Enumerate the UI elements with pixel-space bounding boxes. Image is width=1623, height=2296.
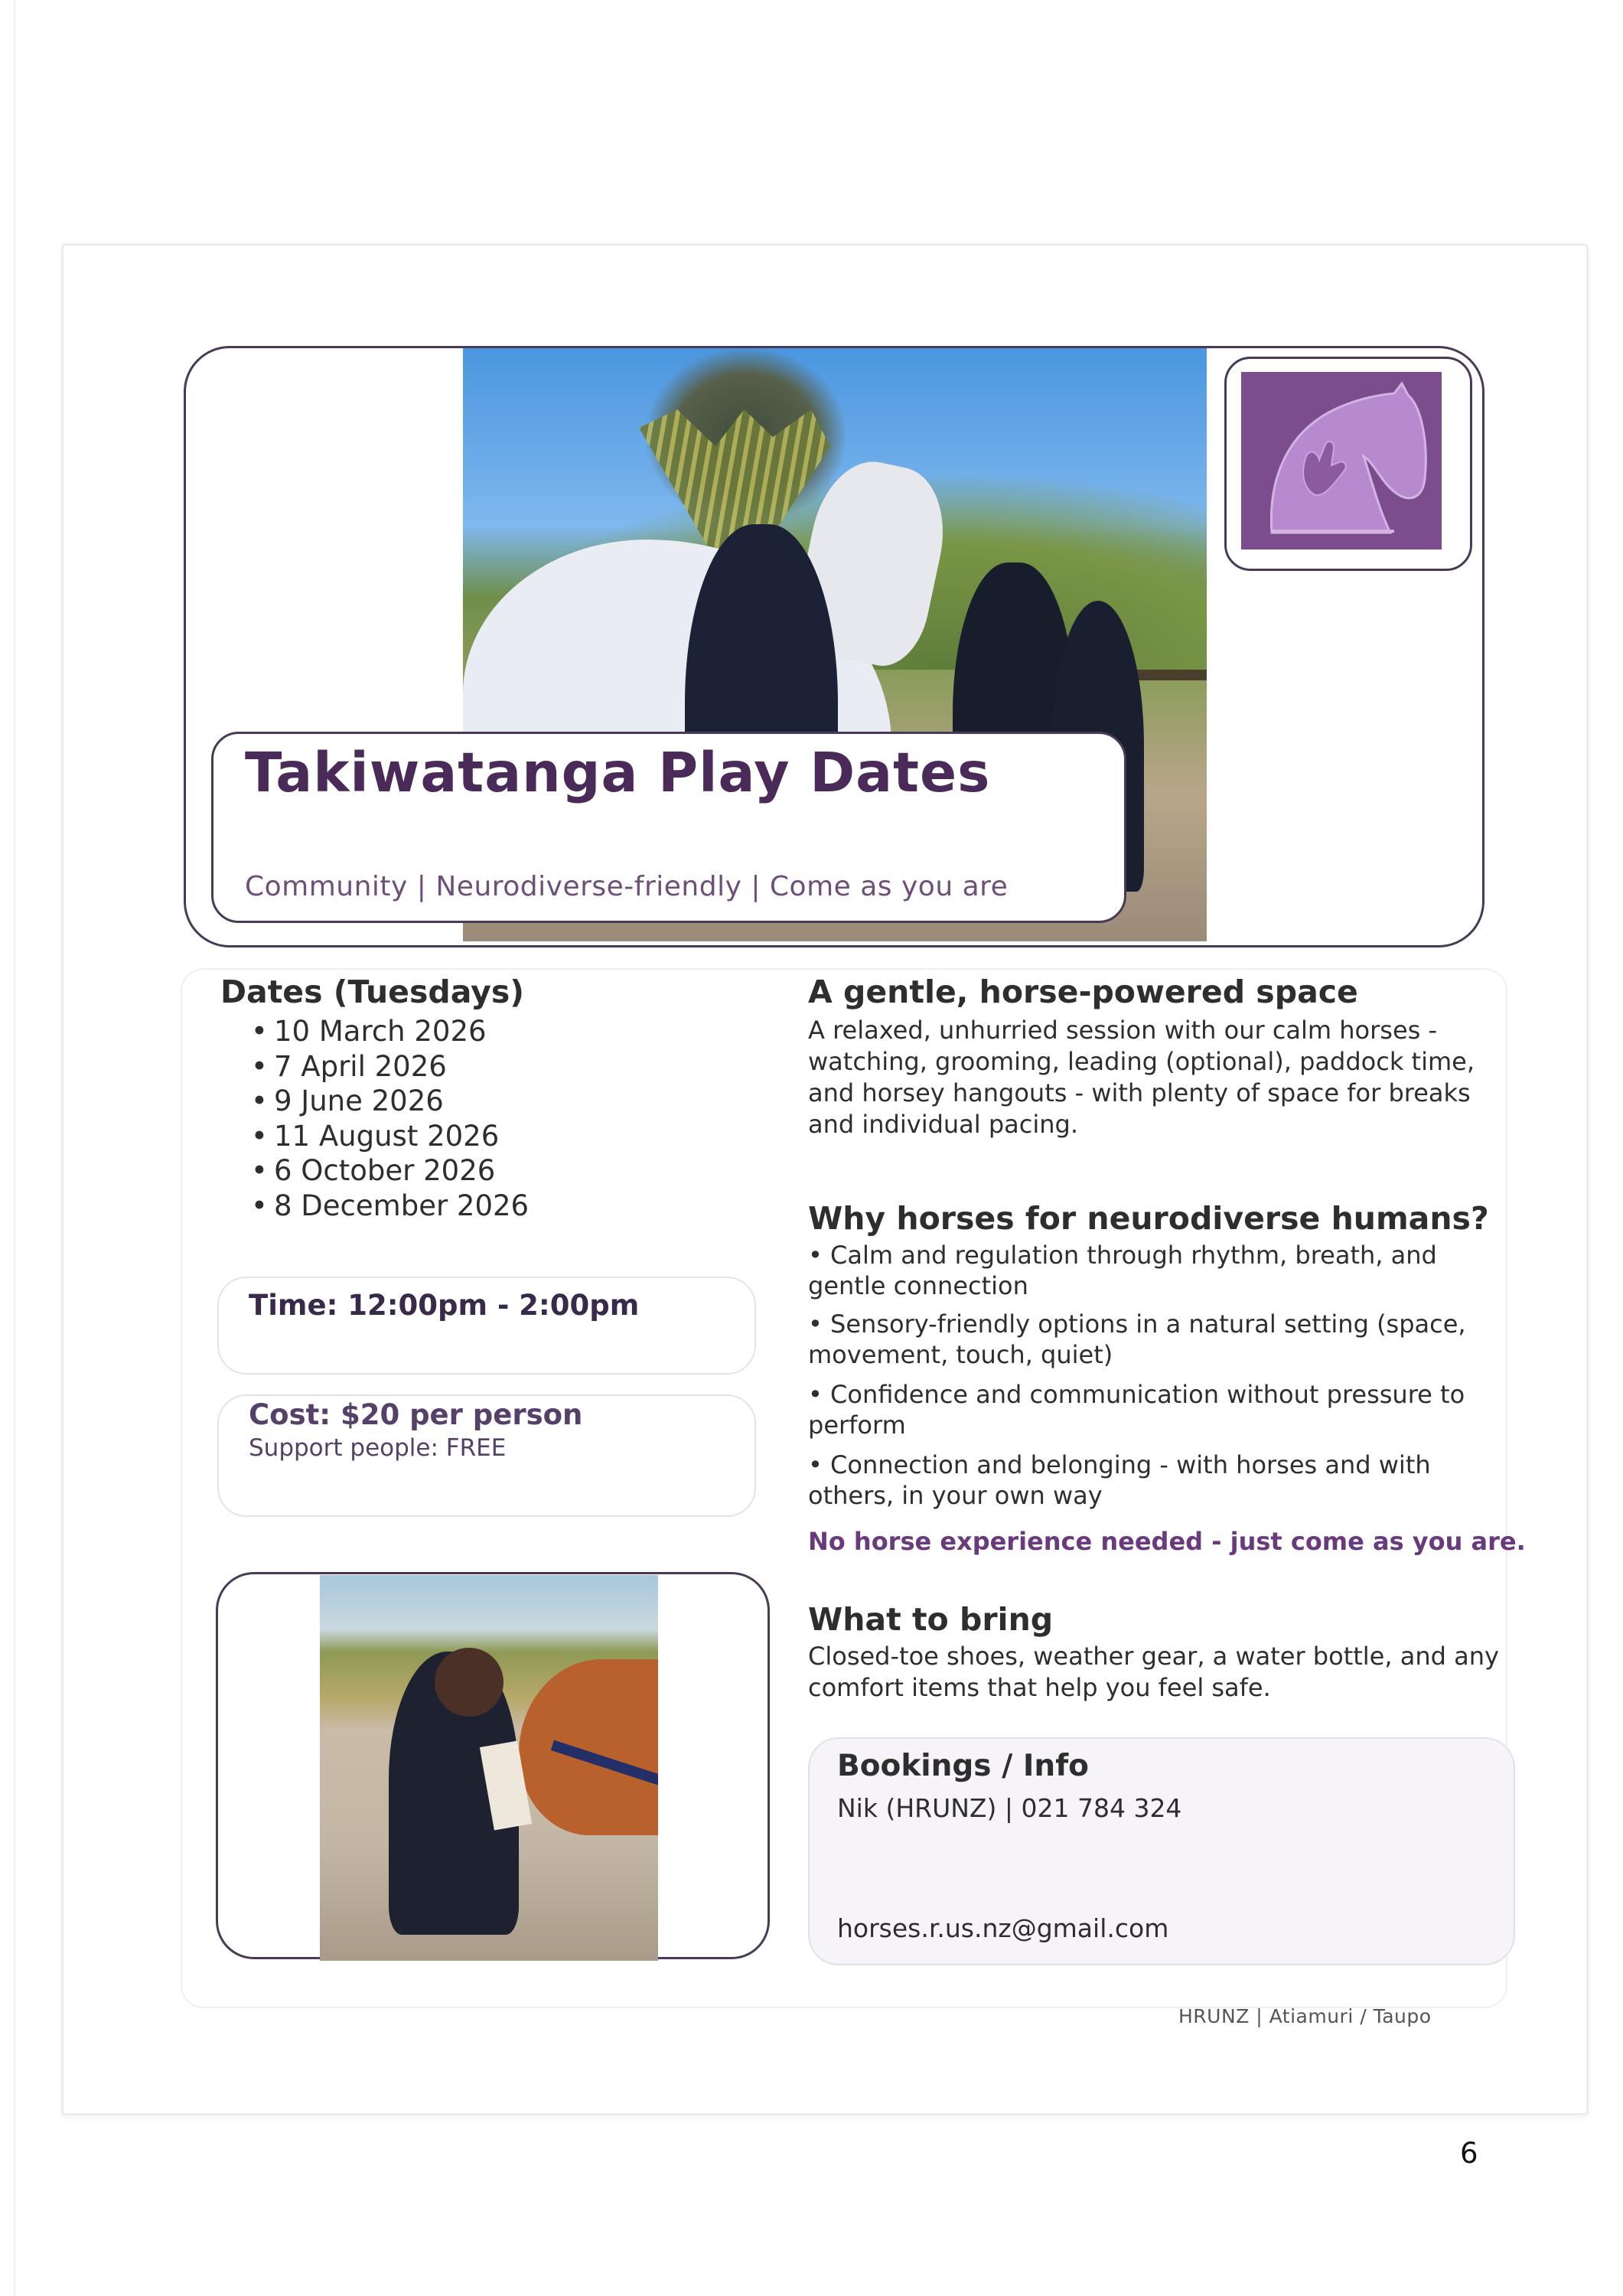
bullet-icon: • — [251, 1049, 268, 1083]
why-item: • Calm and regulation through rhythm, breath, and gentle connection — [808, 1241, 1437, 1300]
date-item: • 8 December 2026 — [251, 1189, 530, 1222]
tagline: Community | Neurodiverse-friendly | Come as you are — [245, 871, 1009, 902]
page-number: 6 — [1460, 2137, 1478, 2170]
footer-org: HRUNZ | Atiamuri / Taupo — [1178, 2005, 1432, 2027]
dates-heading: Dates (Tuesdays) — [220, 974, 525, 1010]
bullet-icon: • — [251, 1084, 268, 1117]
no-experience-note: No horse experience needed - just come as you are. — [808, 1527, 1526, 1556]
why-heading: Why horses for neurodiverse humans? — [808, 1200, 1489, 1237]
date-item: • 9 June 2026 — [251, 1084, 444, 1117]
photo-boy-with-horse — [320, 1575, 658, 1961]
cost-label: Cost: $20 per person — [249, 1398, 583, 1431]
why-item: • Sensory-friendly options in a natural setting (space, movement, touch, quiet) — [808, 1309, 1466, 1369]
time-label: Time: 12:00pm - 2:00pm — [249, 1289, 640, 1322]
bullet-icon: • — [251, 1154, 268, 1187]
bookings-phone[interactable]: Nik (HRUNZ) | 021 784 324 — [837, 1793, 1182, 1823]
about-body: A relaxed, unhurried session with our calm horses - watching, grooming, leading (optional), paddock time, and horsey hangouts - with plenty of space for breaks and individual pacing. — [808, 1016, 1475, 1139]
why-item: • Confidence and communication without pressure to perform — [808, 1380, 1465, 1440]
about-heading: A gentle, horse-powered space — [808, 974, 1358, 1010]
cost-support-note: Support people: FREE — [249, 1434, 507, 1462]
bring-heading: What to bring — [808, 1601, 1054, 1638]
horse-head-with-hand-icon — [1241, 372, 1442, 550]
bookings-title: Bookings / Info — [837, 1749, 1089, 1783]
why-item: • Connection and belonging - with horses and with others, in your own way — [808, 1450, 1431, 1510]
scan-edge — [14, 0, 15, 2296]
dates-list — [251, 1014, 529, 1223]
date-item: • 6 October 2026 — [251, 1154, 496, 1187]
date-item: • 7 April 2026 — [251, 1049, 447, 1083]
photo-chestnut-horse — [519, 1659, 658, 1835]
date-item: • 10 March 2026 — [251, 1015, 487, 1048]
date-item: • 11 August 2026 — [251, 1119, 500, 1153]
bullet-icon: • — [251, 1119, 268, 1153]
bookings-email-link[interactable]: horses.r.us.nz@gmail.com — [837, 1913, 1169, 1943]
page-title: Takiwatanga Play Dates — [245, 741, 991, 804]
bullet-icon: • — [251, 1189, 268, 1222]
photo-boy-head — [435, 1648, 504, 1717]
bring-body: Closed-toe shoes, weather gear, a water bottle, and any comfort items that help you feel safe. — [808, 1642, 1499, 1702]
bullet-icon: • — [251, 1015, 268, 1048]
